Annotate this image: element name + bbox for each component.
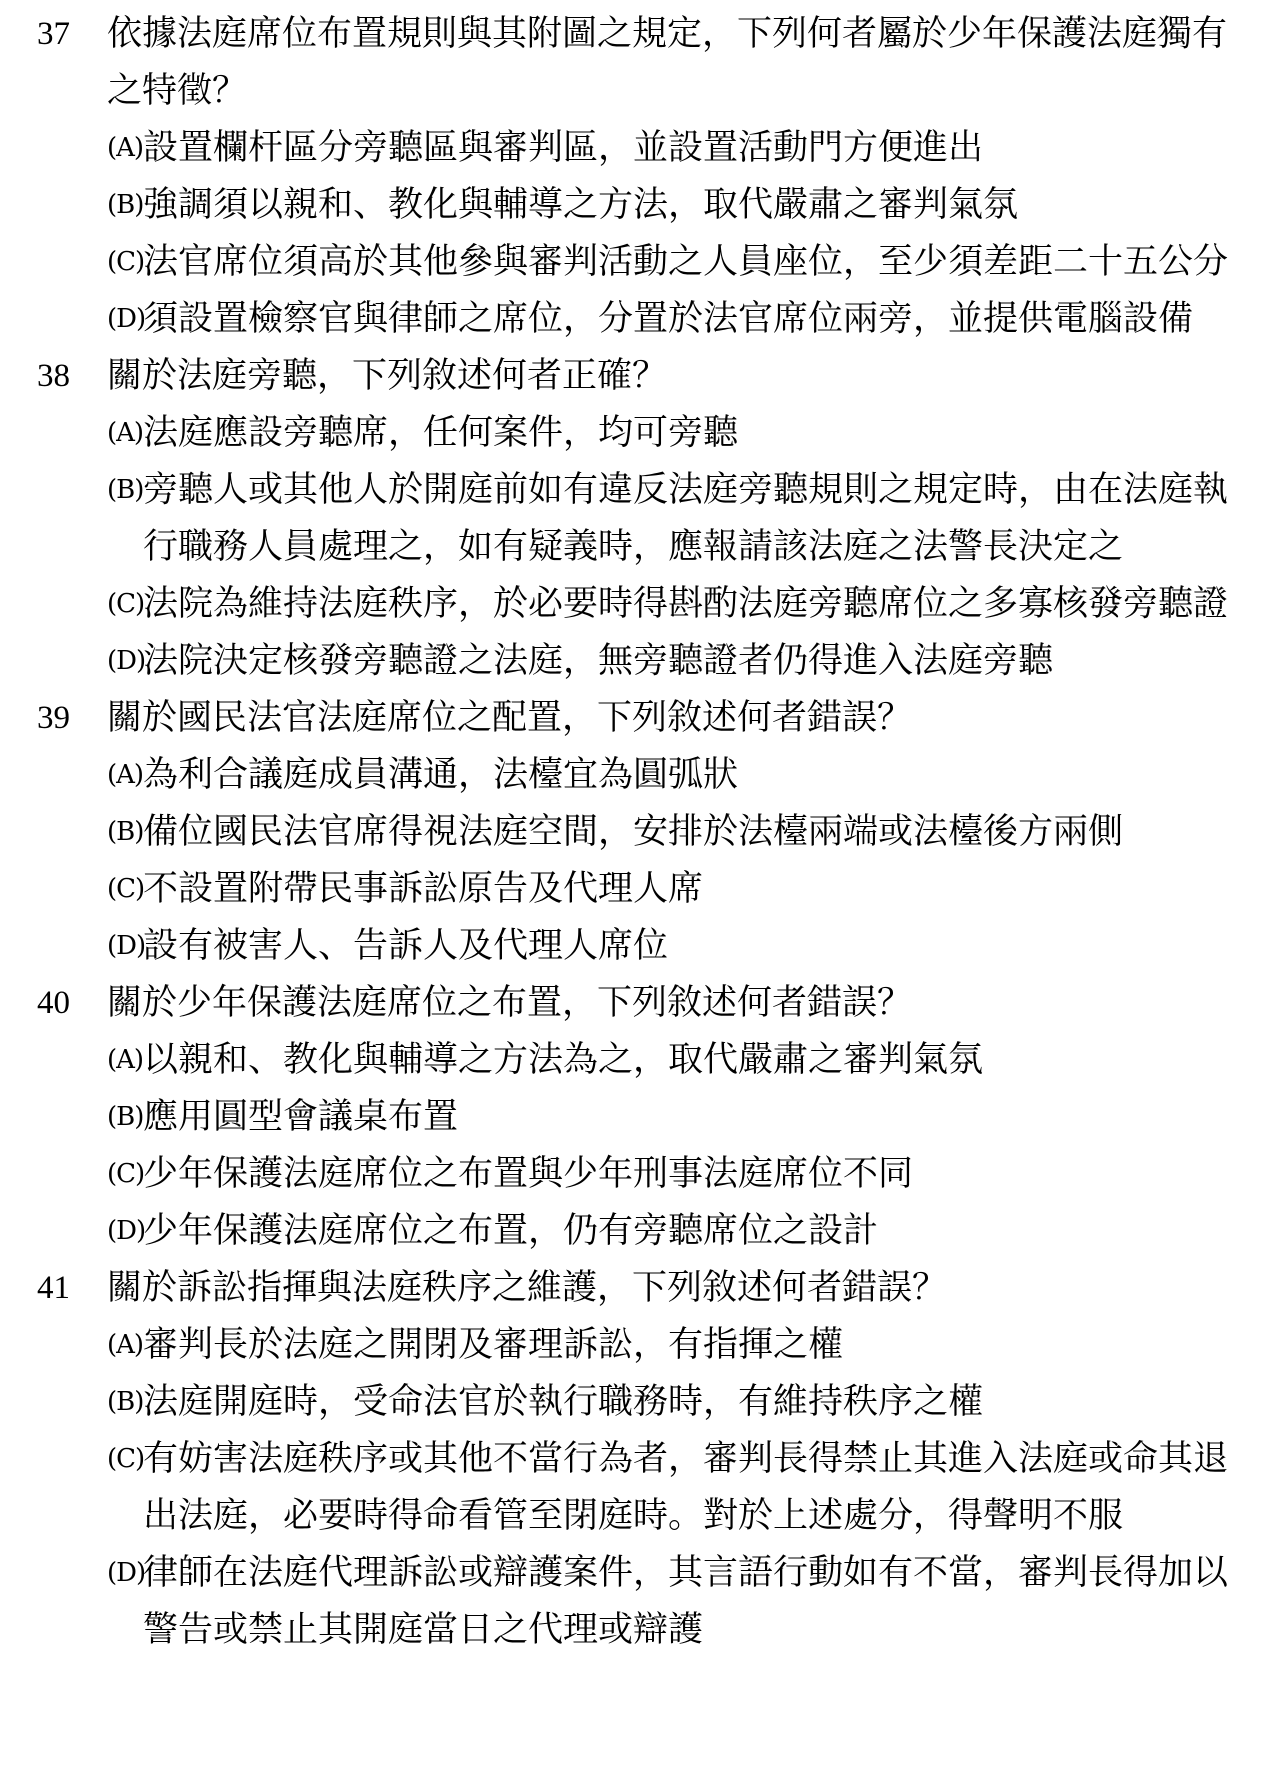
option-text: 少年保護法庭席位之布置，仍有旁聽席位之設計 xyxy=(143,1211,879,1251)
question-number: 38 xyxy=(37,358,70,394)
option-label: (A) xyxy=(107,1330,144,1360)
option-line xyxy=(0,462,1274,519)
question-stem-text: 關於訴訟指揮與法庭秩序之維護，下列敘述何者錯誤？ xyxy=(107,1268,948,1308)
option-text: 設有被害人、告訴人及代理人席位 xyxy=(143,926,669,966)
option-label: (B) xyxy=(107,817,144,847)
question-38 xyxy=(0,348,1274,690)
option-line xyxy=(0,1317,1274,1374)
question-stem-line xyxy=(0,6,1274,63)
option-line xyxy=(0,1089,1274,1146)
option-label: (C) xyxy=(107,874,145,904)
question-stem-line xyxy=(0,348,1274,405)
question-number: 39 xyxy=(37,700,70,736)
question-number: 41 xyxy=(37,1270,70,1306)
option-text: 行職務人員處理之，如有疑義時，應報請該法庭之法警長決定之 xyxy=(143,527,1124,567)
question-number: 40 xyxy=(37,985,70,1021)
option-line xyxy=(0,1545,1274,1602)
option-line xyxy=(0,1431,1274,1488)
question-40 xyxy=(0,975,1274,1260)
answer-option xyxy=(0,291,1274,348)
answer-option xyxy=(0,633,1274,690)
option-line xyxy=(0,804,1274,861)
answer-option xyxy=(0,747,1274,804)
answer-option xyxy=(0,1032,1274,1089)
option-text: 有妨害法庭秩序或其他不當行為者，審判長得禁止其進入法庭或命其退 xyxy=(143,1439,1229,1479)
option-line xyxy=(0,918,1274,975)
option-label: (B) xyxy=(107,190,144,220)
option-label: (C) xyxy=(107,1444,145,1474)
option-line xyxy=(0,747,1274,804)
option-text: 備位國民法官席得視法庭空間，安排於法檯兩端或法檯後方兩側 xyxy=(143,812,1124,852)
answer-option xyxy=(0,918,1274,975)
question-stem-line xyxy=(0,690,1274,747)
question-41 xyxy=(0,1260,1274,1659)
answer-option xyxy=(0,1089,1274,1146)
option-line xyxy=(0,1146,1274,1203)
option-line xyxy=(0,405,1274,462)
answer-option xyxy=(0,804,1274,861)
answer-option xyxy=(0,1146,1274,1203)
question-37 xyxy=(0,6,1274,348)
option-text: 須設置檢察官與律師之席位，分置於法官席位兩旁，並提供電腦設備 xyxy=(143,299,1194,339)
answer-option xyxy=(0,234,1274,291)
option-line xyxy=(0,1032,1274,1089)
answer-option xyxy=(0,405,1274,462)
question-stem-text: 關於國民法官法庭席位之配置，下列敘述何者錯誤？ xyxy=(107,698,913,738)
option-text: 法院決定核發旁聽證之法庭，無旁聽證者仍得進入法庭旁聽 xyxy=(143,641,1054,681)
option-line xyxy=(0,519,1274,576)
option-label: (A) xyxy=(107,1045,144,1075)
option-label: (A) xyxy=(107,760,144,790)
question-stem-text: 依據法庭席位布置規則與其附圖之規定，下列何者屬於少年保護法庭獨有 xyxy=(107,14,1228,54)
question-stem-text: 關於法庭旁聽，下列敘述何者正確？ xyxy=(107,356,668,396)
option-text: 應用圓型會議桌布置 xyxy=(143,1097,459,1137)
option-label: (C) xyxy=(107,247,145,277)
option-label: (D) xyxy=(107,304,146,334)
answer-option xyxy=(0,1317,1274,1374)
option-text: 旁聽人或其他人於開庭前如有違反法庭旁聽規則之規定時，由在法庭執 xyxy=(143,470,1229,510)
option-label: (A) xyxy=(107,418,144,448)
question-stem-line xyxy=(0,1260,1274,1317)
option-line xyxy=(0,120,1274,177)
option-label: (B) xyxy=(107,1102,144,1132)
option-text: 法院為維持法庭秩序，於必要時得斟酌法庭旁聽席位之多寡核發旁聽證 xyxy=(143,584,1229,624)
option-text: 強調須以親和、教化與輔導之方法，取代嚴肅之審判氣氛 xyxy=(143,185,1019,225)
answer-option xyxy=(0,1545,1274,1659)
option-text: 以親和、教化與輔導之方法為之，取代嚴肅之審判氣氛 xyxy=(143,1040,984,1080)
option-line xyxy=(0,861,1274,918)
option-text: 法庭應設旁聽席，任何案件，均可旁聽 xyxy=(143,413,739,453)
option-text: 警告或禁止其開庭當日之代理或辯護 xyxy=(143,1610,704,1650)
question-stem-text: 之特徵？ xyxy=(107,71,248,111)
answer-option xyxy=(0,861,1274,918)
question-stem-text: 關於少年保護法庭席位之布置，下列敘述何者錯誤？ xyxy=(107,983,913,1023)
question-number: 37 xyxy=(37,16,70,52)
answer-option xyxy=(0,576,1274,633)
question-stem-line xyxy=(0,63,1274,120)
option-label: (A) xyxy=(107,133,144,163)
option-text: 不設置附帶民事訴訟原告及代理人席 xyxy=(143,869,704,909)
answer-option xyxy=(0,462,1274,576)
answer-option xyxy=(0,1203,1274,1260)
answer-option xyxy=(0,120,1274,177)
question-39 xyxy=(0,690,1274,975)
option-line xyxy=(0,1374,1274,1431)
option-text: 審判長於法庭之開閉及審理訴訟，有指揮之權 xyxy=(143,1325,844,1365)
answer-option xyxy=(0,1374,1274,1431)
option-line xyxy=(0,177,1274,234)
option-label: (D) xyxy=(107,646,146,676)
option-label: (C) xyxy=(107,1159,145,1189)
option-line xyxy=(0,576,1274,633)
option-label: (D) xyxy=(107,931,146,961)
option-text: 法庭開庭時，受命法官於執行職務時，有維持秩序之權 xyxy=(143,1382,984,1422)
option-line xyxy=(0,1203,1274,1260)
option-text: 出法庭，必要時得命看管至閉庭時。對於上述處分，得聲明不服 xyxy=(143,1496,1124,1536)
option-text: 少年保護法庭席位之布置與少年刑事法庭席位不同 xyxy=(143,1154,914,1194)
question-stem-line xyxy=(0,975,1274,1032)
option-text: 設置欄杆區分旁聽區與審判區，並設置活動門方便進出 xyxy=(143,128,984,168)
option-label: (B) xyxy=(107,1387,144,1417)
option-line xyxy=(0,291,1274,348)
option-line xyxy=(0,234,1274,291)
answer-option xyxy=(0,1431,1274,1545)
option-line xyxy=(0,1602,1274,1659)
option-line xyxy=(0,1488,1274,1545)
option-text: 為利合議庭成員溝通，法檯宜為圓弧狀 xyxy=(143,755,739,795)
option-text: 律師在法庭代理訴訟或辯護案件，其言語行動如有不當，審判長得加以 xyxy=(143,1553,1229,1593)
option-text: 法官席位須高於其他參與審判活動之人員座位，至少須差距二十五公分 xyxy=(143,242,1229,282)
option-label: (D) xyxy=(107,1216,146,1246)
option-label: (D) xyxy=(107,1558,146,1588)
answer-option xyxy=(0,177,1274,234)
option-label: (C) xyxy=(107,589,145,619)
option-label: (B) xyxy=(107,475,144,505)
option-line xyxy=(0,633,1274,690)
